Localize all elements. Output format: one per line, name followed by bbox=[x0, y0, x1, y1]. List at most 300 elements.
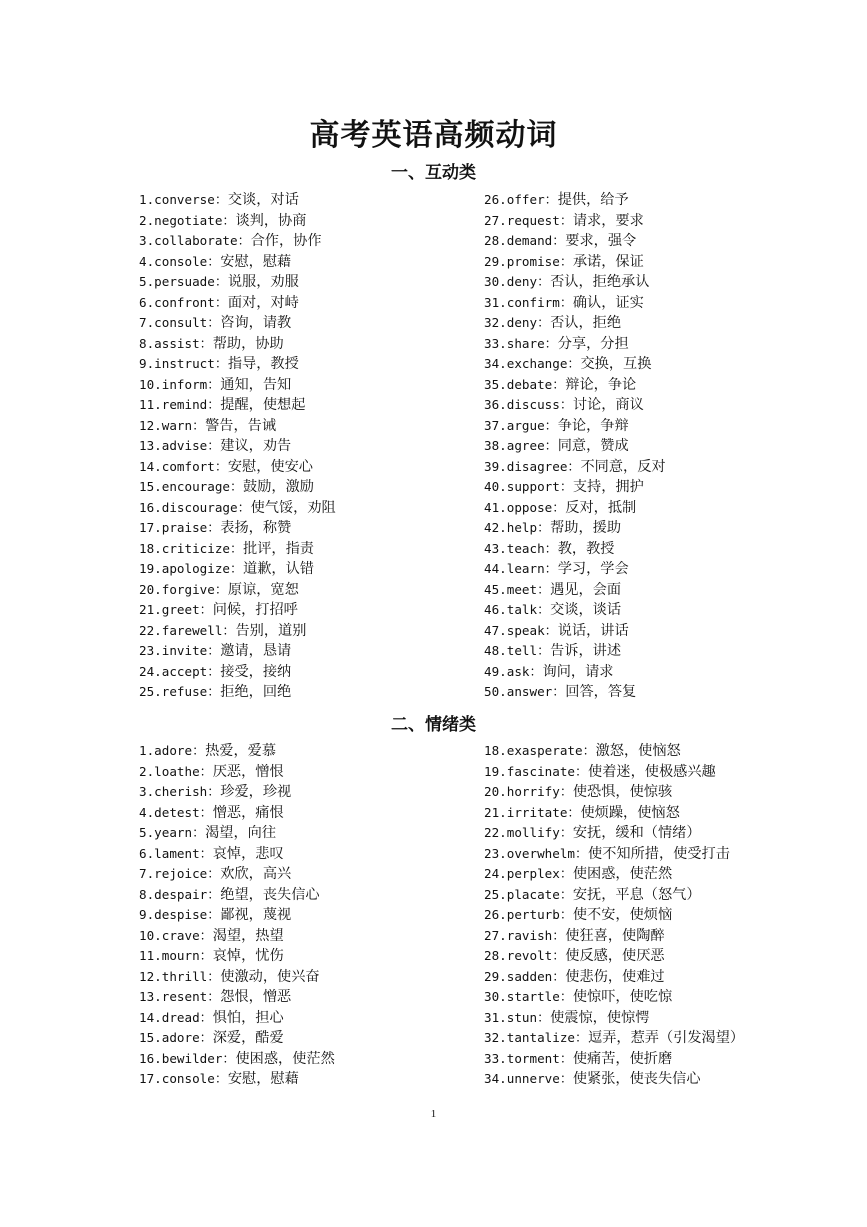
vocab-meaning: 表扬，称赞 bbox=[220, 520, 292, 536]
vocab-item bbox=[139, 395, 479, 416]
vocab-meaning: 交谈，对话 bbox=[227, 192, 299, 208]
vocab-meaning: 鼓励，激励 bbox=[243, 479, 314, 495]
vocab-item bbox=[484, 662, 824, 683]
vocab-separator: ： bbox=[544, 336, 558, 352]
vocab-separator: ： bbox=[207, 316, 221, 331]
vocab-number: 21. bbox=[139, 602, 162, 617]
vocab-meaning: 要求，强令 bbox=[565, 233, 637, 249]
vocab-item bbox=[139, 682, 479, 703]
vocab-word: remind bbox=[161, 397, 208, 412]
vocab-meaning: 绝望，丧失信心 bbox=[220, 886, 320, 903]
vocab-word: praise bbox=[161, 520, 208, 535]
vocab-number: 49. bbox=[484, 663, 507, 679]
vocab-word: mollify bbox=[506, 825, 560, 840]
vocab-item bbox=[139, 967, 479, 988]
vocab-word: assist bbox=[154, 335, 200, 351]
vocab-word: negotiate bbox=[154, 212, 223, 228]
vocab-separator: ： bbox=[552, 928, 566, 944]
vocab-word: detest bbox=[154, 804, 200, 820]
vocab-meaning: 接受，接纳 bbox=[220, 663, 292, 680]
vocab-item bbox=[484, 334, 824, 355]
vocab-meaning: 说话，讲话 bbox=[557, 622, 629, 639]
vocab-number: 27. bbox=[484, 212, 507, 228]
vocab-meaning: 鄙视，蔑视 bbox=[220, 907, 292, 923]
vocab-separator: ： bbox=[559, 826, 573, 841]
vocab-word: exchange bbox=[506, 356, 568, 371]
vocab-meaning: 同意，赞成 bbox=[557, 438, 629, 454]
vocab-item bbox=[484, 375, 824, 396]
vocab-meaning: 回答，答复 bbox=[565, 684, 637, 700]
vocab-meaning: 使痛苦，使折磨 bbox=[572, 1050, 673, 1067]
vocab-item bbox=[484, 436, 824, 457]
vocab-number: 2. bbox=[139, 763, 155, 779]
vocab-meaning: 交换，互换 bbox=[580, 356, 652, 372]
vocab-number: 32. bbox=[484, 315, 507, 330]
vocab-meaning: 讨论，商议 bbox=[572, 397, 644, 413]
vocab-meaning: 面对，对峙 bbox=[227, 294, 299, 311]
vocab-separator: ： bbox=[207, 990, 221, 1005]
vocab-word: stun bbox=[506, 1009, 538, 1025]
vocab-word: accept bbox=[161, 663, 208, 679]
vocab-meaning: 使狂喜，使陶醉 bbox=[565, 927, 665, 944]
vocab-number: 11. bbox=[139, 948, 162, 963]
vocab-separator: ： bbox=[537, 275, 551, 290]
vocab-item bbox=[484, 1049, 824, 1070]
vocab-separator: ： bbox=[582, 744, 596, 759]
vocab-meaning: 使震惊，使惊愕 bbox=[550, 1009, 650, 1026]
vocab-word: request bbox=[506, 212, 560, 228]
vocab-item bbox=[484, 498, 824, 519]
vocab-separator: ： bbox=[544, 193, 558, 208]
vocab-meaning: 教，教授 bbox=[557, 540, 615, 557]
vocab-item bbox=[484, 477, 824, 498]
vocab-item bbox=[484, 580, 824, 601]
vocab-item bbox=[139, 946, 479, 967]
vocab-word: fascinate bbox=[506, 763, 575, 779]
vocab-separator: ： bbox=[575, 1031, 589, 1046]
vocab-number: 30. bbox=[484, 274, 507, 289]
vocab-number: 23. bbox=[139, 643, 162, 658]
vocab-meaning: 分享，分担 bbox=[557, 335, 629, 352]
vocab-number: 28. bbox=[484, 233, 507, 248]
vocab-item bbox=[484, 905, 824, 926]
vocab-meaning: 安慰，慰藉 bbox=[227, 1071, 299, 1087]
vocab-word: unnerve bbox=[506, 1071, 560, 1086]
vocab-word: placate bbox=[506, 886, 560, 902]
vocab-word: bewilder bbox=[161, 1050, 223, 1066]
vocab-word: confirm bbox=[506, 294, 560, 310]
vocab-meaning: 怨恨，憎恶 bbox=[220, 989, 292, 1005]
vocab-number: 24. bbox=[139, 663, 162, 679]
vocab-meaning: 否认，拒绝承认 bbox=[550, 274, 650, 290]
vocab-meaning: 渴望，热望 bbox=[212, 927, 284, 944]
vocab-number: 12. bbox=[139, 417, 162, 433]
vocab-word: tell bbox=[506, 643, 538, 658]
vocab-number: 8. bbox=[139, 886, 155, 902]
vocab-number: 31. bbox=[484, 1009, 507, 1025]
vocab-item bbox=[484, 457, 824, 478]
vocab-item bbox=[139, 844, 479, 865]
vocab-item bbox=[484, 741, 824, 762]
vocab-item bbox=[139, 211, 479, 232]
vocab-separator: ： bbox=[559, 480, 573, 495]
vocab-separator: ： bbox=[544, 541, 558, 557]
vocab-number: 17. bbox=[139, 1071, 162, 1086]
vocab-separator: ： bbox=[207, 887, 221, 903]
vocab-word: crave bbox=[161, 927, 200, 943]
vocab-number: 24. bbox=[484, 866, 507, 881]
vocab-word: support bbox=[506, 479, 560, 494]
vocab-separator: ： bbox=[552, 500, 566, 516]
vocab-number: 16. bbox=[139, 1050, 162, 1066]
vocab-item bbox=[139, 803, 479, 824]
vocab-separator: ： bbox=[529, 664, 543, 680]
vocab-item bbox=[139, 334, 479, 355]
vocab-separator: ： bbox=[207, 785, 221, 800]
vocab-separator: ： bbox=[575, 846, 589, 862]
vocab-meaning: 深爱，酷爱 bbox=[212, 1030, 284, 1046]
vocab-separator: ： bbox=[559, 1072, 573, 1087]
vocab-separator: ： bbox=[207, 867, 221, 882]
vocab-separator: ： bbox=[230, 562, 244, 577]
vocab-number: 13. bbox=[139, 989, 162, 1004]
vocab-word: adore bbox=[161, 1030, 200, 1045]
vocab-word: refuse bbox=[161, 684, 208, 699]
vocab-separator: ： bbox=[559, 295, 573, 311]
vocab-word: criticize bbox=[161, 540, 230, 556]
vocab-word: dread bbox=[161, 1009, 200, 1025]
vocab-item bbox=[484, 967, 824, 988]
vocab-meaning: 帮助，援助 bbox=[550, 520, 622, 536]
vocab-word: farewell bbox=[161, 622, 223, 638]
vocab-word: converse bbox=[154, 192, 215, 207]
vocab-item bbox=[139, 1008, 479, 1029]
vocab-word: argue bbox=[506, 417, 545, 433]
vocab-word: irritate bbox=[506, 804, 568, 820]
vocab-number: 18. bbox=[484, 743, 507, 758]
vocab-word: lament bbox=[154, 845, 200, 861]
vocab-item bbox=[139, 416, 479, 437]
vocab-number: 42. bbox=[484, 520, 507, 535]
vocab-meaning: 说服，劝服 bbox=[227, 274, 299, 290]
vocab-meaning: 建议，劝告 bbox=[220, 438, 292, 454]
vocab-separator: ： bbox=[559, 908, 573, 923]
vocab-separator: ： bbox=[199, 1010, 213, 1026]
vocab-meaning: 承诺，保证 bbox=[572, 253, 644, 270]
vocab-word: agree bbox=[506, 438, 545, 453]
vocab-number: 12. bbox=[139, 968, 162, 984]
vocab-word: greet bbox=[161, 602, 200, 617]
vocab-separator: ： bbox=[559, 1051, 573, 1067]
vocab-separator: ： bbox=[559, 887, 573, 903]
vocab-number: 37. bbox=[484, 417, 507, 433]
vocab-item bbox=[139, 987, 479, 1008]
vocab-item bbox=[139, 1028, 479, 1049]
vocab-word: ravish bbox=[506, 927, 553, 943]
vocab-item bbox=[139, 272, 479, 293]
vocab-separator: ： bbox=[214, 1072, 228, 1087]
vocab-separator: ： bbox=[199, 949, 213, 964]
vocab-item bbox=[139, 741, 479, 762]
vocab-item bbox=[139, 252, 479, 273]
vocab-meaning: 批评，指责 bbox=[243, 540, 314, 557]
vocab-number: 28. bbox=[484, 948, 507, 963]
vocab-meaning: 使不安，使烦恼 bbox=[572, 907, 673, 923]
vocab-separator: ： bbox=[544, 623, 558, 639]
vocab-separator: ： bbox=[575, 764, 589, 780]
vocab-word: resent bbox=[161, 989, 208, 1004]
vocab-meaning: 使惊吓，使吃惊 bbox=[572, 989, 673, 1005]
vocab-number: 2. bbox=[139, 212, 155, 228]
vocab-separator: ： bbox=[559, 254, 573, 270]
vocab-separator: ： bbox=[567, 459, 581, 475]
vocab-meaning: 憎恶，痛恨 bbox=[212, 804, 284, 821]
vocab-item bbox=[139, 641, 479, 662]
vocab-word: discourage bbox=[161, 499, 238, 515]
vocab-separator: ： bbox=[207, 521, 221, 536]
vocab-number: 34. bbox=[484, 1071, 507, 1086]
vocab-separator: ： bbox=[222, 213, 236, 229]
vocab-separator: ： bbox=[559, 785, 573, 800]
vocab-word: startle bbox=[506, 989, 560, 1004]
vocab-meaning: 支持，拥护 bbox=[572, 479, 644, 495]
vocab-separator: ： bbox=[537, 603, 551, 618]
vocab-separator: ： bbox=[567, 357, 581, 372]
vocab-separator: ： bbox=[237, 500, 251, 516]
vocab-number: 25. bbox=[139, 684, 162, 699]
vocab-item bbox=[484, 762, 824, 783]
vocab-meaning: 提供，给予 bbox=[557, 192, 629, 208]
vocab-number: 43. bbox=[484, 540, 507, 556]
vocab-item bbox=[484, 395, 824, 416]
vocab-word: encourage bbox=[161, 479, 230, 494]
vocab-item bbox=[139, 621, 479, 642]
vocab-separator: ： bbox=[207, 377, 221, 393]
vocab-meaning: 不同意，反对 bbox=[580, 458, 666, 475]
vocab-word: forgive bbox=[161, 581, 215, 597]
vocab-word: meet bbox=[506, 581, 538, 597]
vocab-item bbox=[139, 926, 479, 947]
vocab-number: 33. bbox=[484, 1050, 507, 1066]
vocab-word: exasperate bbox=[506, 743, 583, 758]
vocab-number: 44. bbox=[484, 561, 507, 576]
vocab-meaning: 反对，抵制 bbox=[565, 499, 637, 516]
vocab-number: 48. bbox=[484, 643, 507, 658]
vocab-item bbox=[139, 1069, 479, 1090]
vocab-number: 7. bbox=[139, 866, 155, 881]
vocab-separator: ： bbox=[537, 316, 551, 331]
vocab-word: offer bbox=[506, 192, 545, 207]
vocab-item bbox=[139, 905, 479, 926]
vocab-word: demand bbox=[506, 233, 553, 248]
vocab-separator: ： bbox=[552, 377, 566, 393]
vocab-item bbox=[484, 621, 824, 642]
vocab-number: 26. bbox=[484, 907, 507, 922]
vocab-number: 47. bbox=[484, 622, 507, 638]
vocab-meaning: 使悲伤，使难过 bbox=[565, 968, 665, 985]
vocab-number: 31. bbox=[484, 294, 507, 310]
vocab-meaning: 使着迷，使极感兴趣 bbox=[588, 763, 716, 780]
vocab-word: consult bbox=[154, 315, 208, 330]
vocab-meaning: 安慰，慰藉 bbox=[220, 253, 292, 270]
vocab-word: perplex bbox=[506, 866, 560, 881]
vocab-item bbox=[139, 823, 479, 844]
vocab-number: 22. bbox=[484, 825, 507, 840]
vocab-meaning: 咨询，请教 bbox=[220, 315, 292, 331]
vocab-separator: ： bbox=[559, 867, 573, 882]
vocab-meaning: 使气馁，劝阻 bbox=[250, 499, 336, 516]
vocab-item bbox=[139, 662, 479, 683]
vocab-item bbox=[139, 864, 479, 885]
vocab-number: 20. bbox=[139, 581, 162, 597]
vocab-word: answer bbox=[506, 684, 553, 699]
vocab-number: 11. bbox=[139, 397, 162, 412]
vocab-separator: ： bbox=[192, 826, 206, 841]
vocab-separator: ： bbox=[222, 623, 236, 639]
vocab-number: 38. bbox=[484, 438, 507, 453]
vocab-meaning: 使激动，使兴奋 bbox=[220, 968, 320, 985]
vocab-meaning: 拒绝，回绝 bbox=[220, 684, 292, 700]
vocab-item bbox=[484, 682, 824, 703]
vocab-separator: ： bbox=[199, 846, 213, 862]
page-title: 高考英语高频动词 bbox=[309, 118, 558, 153]
vocab-item bbox=[484, 293, 824, 314]
vocab-number: 4. bbox=[139, 804, 155, 820]
vocab-item bbox=[484, 252, 824, 273]
vocab-item bbox=[139, 457, 479, 478]
vocab-item bbox=[484, 1069, 824, 1090]
vocab-separator: ： bbox=[537, 1010, 551, 1026]
vocab-word: revolt bbox=[506, 948, 553, 963]
vocab-number: 10. bbox=[139, 376, 162, 392]
vocab-word: comfort bbox=[161, 458, 215, 474]
vocab-word: inform bbox=[161, 376, 208, 392]
vocab-item bbox=[484, 1008, 824, 1029]
vocab-item bbox=[484, 946, 824, 967]
vocab-number: 40. bbox=[484, 479, 507, 494]
vocab-item bbox=[484, 416, 824, 437]
vocab-separator: ： bbox=[214, 582, 228, 598]
vocab-number: 39. bbox=[484, 458, 507, 474]
vocab-number: 23. bbox=[484, 845, 507, 861]
vocab-meaning: 使紧张，使丧失信心 bbox=[572, 1071, 701, 1087]
vocab-number: 17. bbox=[139, 520, 162, 535]
vocab-meaning: 厌恶，憎恨 bbox=[212, 763, 284, 780]
vocab-number: 5. bbox=[139, 825, 155, 840]
vocab-separator: ： bbox=[199, 805, 213, 821]
vocab-separator: ： bbox=[207, 969, 221, 985]
vocab-meaning: 邀请，恳请 bbox=[220, 643, 292, 659]
vocab-item bbox=[484, 885, 824, 906]
vocab-number: 9. bbox=[139, 356, 155, 371]
vocab-number: 30. bbox=[484, 989, 507, 1004]
vocab-separator: ： bbox=[207, 398, 221, 413]
vocab-word: teach bbox=[506, 540, 545, 556]
vocab-meaning: 使烦躁，使恼怒 bbox=[580, 804, 680, 821]
vocab-meaning: 交谈，谈话 bbox=[550, 602, 622, 618]
vocab-item bbox=[484, 823, 824, 844]
vocab-item bbox=[484, 864, 824, 885]
vocab-separator: ： bbox=[199, 764, 213, 780]
vocab-separator: ： bbox=[544, 439, 558, 454]
vocab-separator: ： bbox=[544, 562, 558, 577]
vocab-item bbox=[484, 641, 824, 662]
vocab-word: confront bbox=[154, 294, 215, 310]
vocab-item bbox=[139, 518, 479, 539]
vocab-word: despair bbox=[154, 886, 208, 902]
vocab-meaning: 询问，请求 bbox=[542, 663, 614, 680]
vocab-separator: ： bbox=[214, 459, 228, 475]
vocab-separator: ： bbox=[559, 398, 573, 413]
vocab-item bbox=[484, 926, 824, 947]
vocab-number: 29. bbox=[484, 968, 507, 984]
vocab-number: 16. bbox=[139, 499, 162, 515]
vocab-item bbox=[484, 987, 824, 1008]
vocab-meaning: 提醒，使想起 bbox=[220, 397, 306, 413]
interaction-list-left bbox=[139, 190, 479, 703]
vocab-meaning: 使不知所措，使受打击 bbox=[588, 845, 730, 862]
vocab-word: yearn bbox=[154, 825, 193, 840]
vocab-number: 18. bbox=[139, 540, 162, 556]
vocab-word: invite bbox=[161, 643, 208, 658]
vocab-item bbox=[484, 600, 824, 621]
vocab-number: 15. bbox=[139, 479, 162, 494]
vocab-separator: ： bbox=[214, 357, 228, 372]
vocab-item bbox=[484, 539, 824, 560]
vocab-word: loathe bbox=[154, 763, 200, 779]
interaction-list-right bbox=[484, 190, 824, 703]
vocab-item bbox=[139, 190, 479, 211]
vocab-number: 45. bbox=[484, 581, 507, 597]
vocab-word: promise bbox=[506, 253, 560, 269]
vocab-meaning: 问候，打招呼 bbox=[212, 602, 298, 618]
vocab-item bbox=[139, 231, 479, 252]
vocab-separator: ： bbox=[207, 685, 221, 700]
vocab-number: 34. bbox=[484, 356, 507, 371]
vocab-item bbox=[139, 762, 479, 783]
vocab-word: console bbox=[154, 253, 208, 269]
vocab-word: warn bbox=[161, 417, 193, 433]
vocab-word: deny bbox=[506, 274, 538, 289]
vocab-item bbox=[139, 885, 479, 906]
vocab-word: ask bbox=[506, 663, 530, 679]
vocab-meaning: 学习，学会 bbox=[557, 561, 629, 577]
vocab-word: collaborate bbox=[154, 233, 238, 248]
vocab-word: oppose bbox=[506, 499, 553, 515]
vocab-word: apologize bbox=[161, 561, 230, 576]
vocab-number: 27. bbox=[484, 927, 507, 943]
vocab-separator: ： bbox=[552, 949, 566, 964]
vocab-separator: ： bbox=[192, 744, 206, 759]
vocab-word: rejoice bbox=[154, 866, 208, 881]
vocab-number: 5. bbox=[139, 274, 155, 289]
vocab-word: sadden bbox=[506, 968, 553, 984]
vocab-number: 35. bbox=[484, 376, 507, 392]
vocab-item bbox=[139, 559, 479, 580]
vocab-separator: ： bbox=[567, 805, 581, 821]
vocab-item bbox=[139, 1049, 479, 1070]
vocab-item bbox=[484, 782, 824, 803]
vocab-meaning: 安慰，使安心 bbox=[227, 458, 313, 475]
vocab-number: 8. bbox=[139, 335, 155, 351]
vocab-separator: ： bbox=[199, 603, 213, 618]
vocab-word: mourn bbox=[161, 948, 200, 963]
vocab-number: 29. bbox=[484, 253, 507, 269]
section-heading-emotion: 二、情绪类 bbox=[391, 715, 476, 735]
vocab-word: speak bbox=[506, 622, 545, 638]
vocab-separator: ： bbox=[552, 685, 566, 700]
vocab-item bbox=[139, 293, 479, 314]
